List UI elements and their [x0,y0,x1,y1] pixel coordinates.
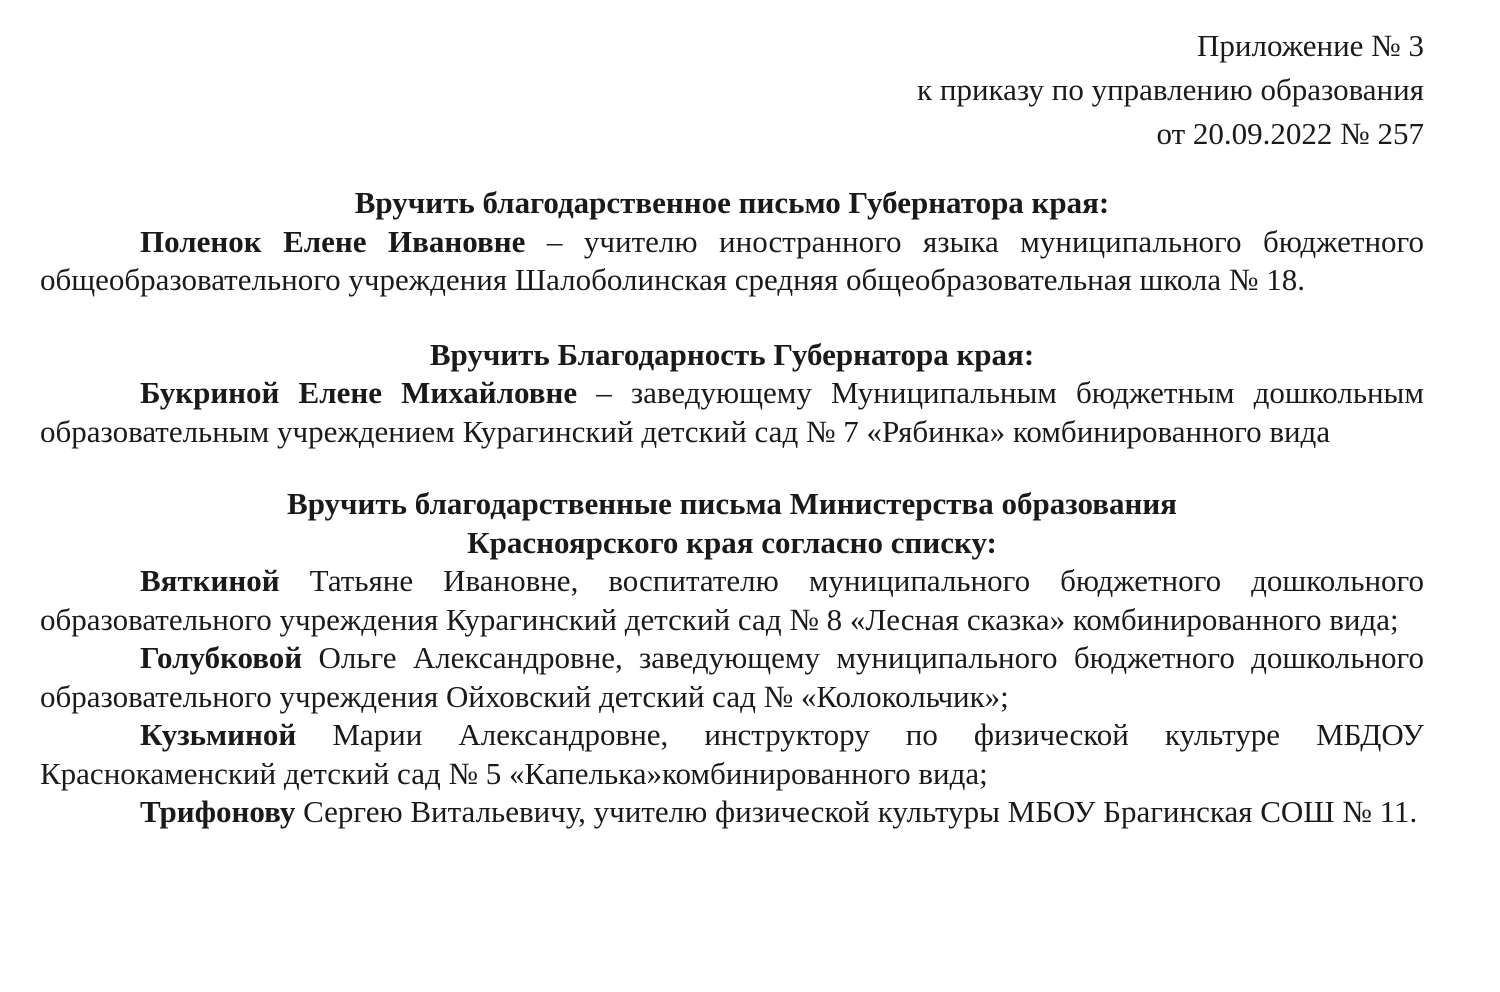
recipient-name: Поленок Елене Ивановне [140,223,526,259]
order-date-number: от 20.09.2022 № 257 [1156,116,1424,151]
recipient-name: Трифонову [140,794,296,829]
recipient-details: Сергею Витальевичу, учителю физической культуры МБОУ Брагинская СОШ № 11. [295,794,1418,829]
section-heading-line-1: Вручить благодарственные письма Министерства образования [287,486,1177,521]
section-governor-letter [40,184,1424,300]
document-page [40,24,1424,832]
appendix-number: Приложение № 3 [1197,28,1424,63]
recipient-details: Марии Александровне, инструктору по физической культуре МБДОУ Краснокаменский детский сад № 5 «Капелька»комбинированного вида; [40,717,1424,791]
award-entry [40,793,1424,832]
recipient-details: – учителю иностранного языка муниципального бюджетного общеобразовательного учреждения Шалоболинская средняя общеобразовательная школа № 18. [40,223,1424,297]
appendix-header [40,24,1424,156]
award-entry [40,562,1424,639]
section-governor-gratitude [40,336,1424,452]
order-reference: к приказу по управлению образования [917,72,1424,107]
award-entry [40,223,1424,300]
award-entry [40,639,1424,716]
section-ministry-letters [40,485,1424,832]
section-heading: Вручить Благодарность Губернатора края: [429,336,1035,372]
recipient-details: – заведующему Муниципальным бюджетным дошкольным образовательным учреждением Курагинский детский сад № 7 «Рябинка» комбинированного вида [40,375,1424,449]
recipient-name: Кузьминой [140,717,297,752]
award-entry [40,716,1424,793]
section-heading: Вручить благодарственное письмо Губернатора края: [354,185,1110,220]
section-heading-line-2: Красноярского края согласно списку: [467,524,997,560]
recipient-name: Голубковой [140,640,303,675]
recipient-details: Ольге Александровне, заведующему муниципального бюджетного дошкольного образовательного учреждения Ойховский детский сад № «Колокольчик»; [40,640,1424,714]
recipient-name: Букриной Елене Михайловне [140,375,578,410]
award-entry [40,374,1424,451]
recipient-details: Татьяне Ивановне, воспитателю муниципального бюджетного дошкольного образовательного учреждения Курагинский детский сад № 8 «Лесная сказка» комбинированного вида; [40,563,1424,637]
recipient-name: Вяткиной [140,563,280,598]
